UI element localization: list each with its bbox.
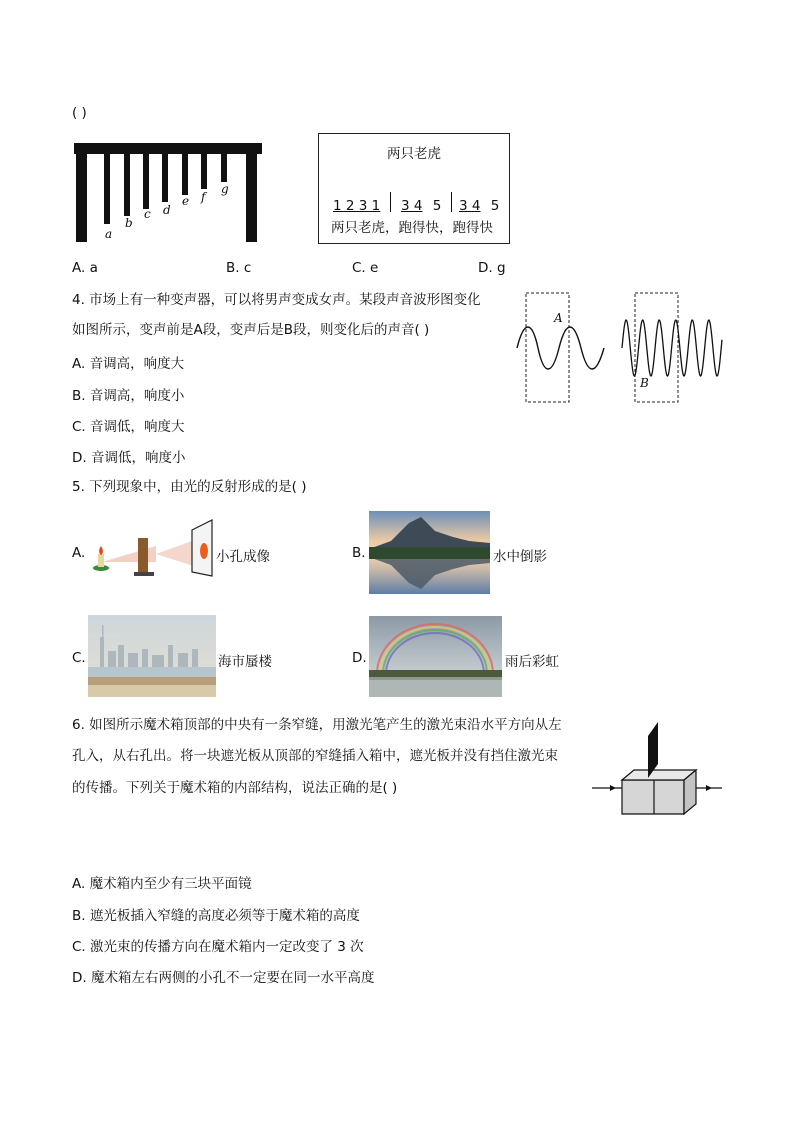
bar-label-g: g — [221, 182, 229, 196]
q5-option-a-caption[interactable]: 小孔成像 — [216, 549, 270, 565]
bar-label-a: a — [105, 227, 113, 241]
notes-group-2: 3 4 — [401, 198, 423, 214]
song-score-box — [318, 133, 510, 244]
q5-option-c-letter[interactable]: C. — [72, 650, 86, 666]
q6-option-b[interactable]: B. 遮光板插入窄缝的高度必须等于魔术箱的高度 — [72, 908, 360, 924]
waveform-figure — [514, 290, 724, 406]
magic-box-figure — [588, 718, 724, 820]
bar-label-e: e — [182, 194, 190, 208]
bar-label-c: c — [144, 207, 151, 221]
pinhole-imaging-image — [88, 518, 218, 580]
notes-group-3-end: 5 — [490, 198, 500, 214]
q4-stem-line-2: 如图所示，变声前是A段，变声后是B段，则变化后的声音( ) — [72, 322, 430, 338]
wave-label-a: A — [554, 311, 563, 325]
q4-stem-line-1: 4. 市场上有一种变声器，可以将男声变成女声。某段声音波形图变化 — [72, 292, 481, 308]
q6-stem-line-1: 6. 如图所示魔术箱顶部的中央有一条窄缝，用激光笔产生的激光束沿水平方向从左 — [72, 717, 562, 733]
q4-option-a[interactable]: A. 音调高，响度大 — [72, 356, 185, 372]
bar-label-b: b — [125, 216, 133, 230]
q4-option-c[interactable]: C. 音调低，响度大 — [72, 419, 185, 435]
q5-option-d-caption[interactable]: 雨后彩虹 — [505, 654, 559, 670]
chime-bars-figure — [72, 140, 264, 245]
bar-line — [451, 192, 452, 212]
q5-stem: 5. 下列现象中，由光的反射形成的是( ) — [72, 479, 307, 495]
q6-option-a[interactable]: A. 魔术箱内至少有三块平面镜 — [72, 876, 252, 892]
q5-option-c-caption[interactable]: 海市蜃楼 — [218, 654, 272, 670]
q4-option-d[interactable]: D. 音调低，响度小 — [72, 450, 186, 466]
q5-option-b-letter[interactable]: B. — [352, 545, 366, 561]
bar-label-f: f — [201, 190, 206, 204]
q3-option-d[interactable]: D. g — [478, 260, 506, 276]
q3-option-b[interactable]: B. c — [226, 260, 252, 276]
song-title: 两只老虎 — [387, 146, 441, 162]
mirage-photo — [88, 615, 216, 697]
q5-option-d-letter[interactable]: D. — [352, 650, 367, 666]
q6-stem-line-3: 的传播。下列关于魔术箱的内部结构，说法正确的是( ) — [72, 780, 398, 796]
rainbow-photo — [369, 616, 502, 697]
q6-stem-line-2: 孔入，从右孔出。将一块遮光板从顶部的窄缝插入箱中，遮光板并没有挡住激光束 — [72, 748, 558, 764]
q5-option-b-caption[interactable]: 水中倒影 — [493, 549, 547, 565]
notes-group-1: 1 2 3 1 — [333, 198, 381, 214]
wave-label-b: B — [640, 376, 649, 390]
notes-group-2-end: 5 — [432, 198, 442, 214]
q5-option-a-letter[interactable]: A. — [72, 545, 86, 561]
q3-option-a[interactable]: A. a — [72, 260, 98, 276]
bar-label-d: d — [163, 203, 171, 217]
bar-line — [390, 192, 391, 212]
q4-option-b[interactable]: B. 音调高，响度小 — [72, 388, 185, 404]
q3-answer-paren: ( ) — [72, 105, 87, 121]
q3-option-c[interactable]: C. e — [352, 260, 379, 276]
water-reflection-photo — [369, 511, 490, 594]
q6-option-c[interactable]: C. 激光束的传播方向在魔术箱内一定改变了 3 次 — [72, 939, 364, 955]
q6-option-d[interactable]: D. 魔术箱左右两侧的小孔不一定要在同一水平高度 — [72, 970, 375, 986]
notes-group-3: 3 4 — [459, 198, 481, 214]
song-lyrics: 两只老虎，跑得快，跑得快 — [331, 220, 493, 236]
